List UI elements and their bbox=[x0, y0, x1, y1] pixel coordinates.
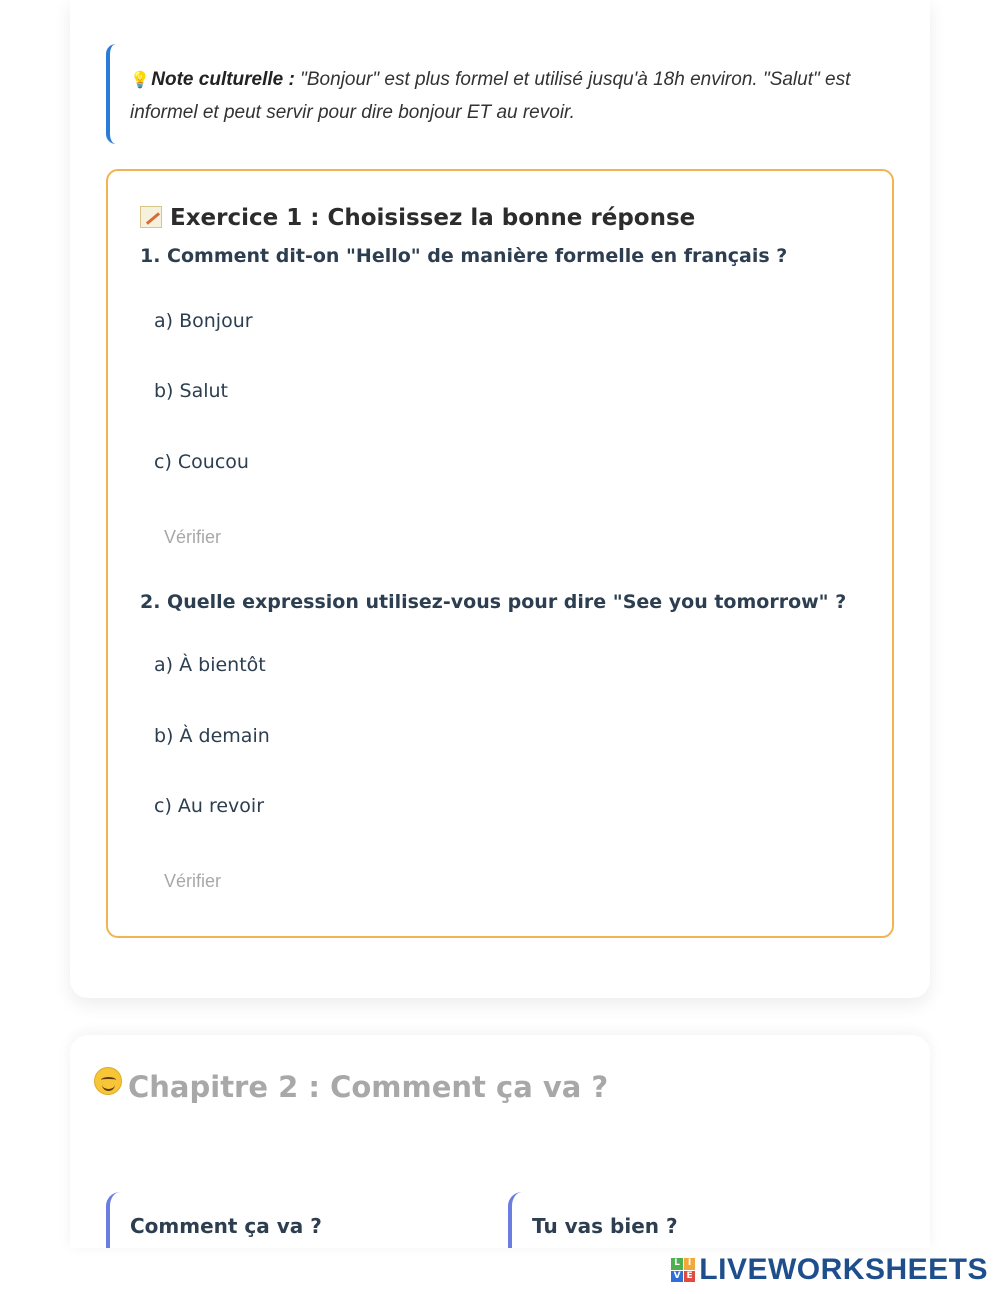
logo-letter: E bbox=[684, 1271, 696, 1283]
phrase-card-title: Comment ça va ? bbox=[130, 1214, 322, 1238]
memo-icon bbox=[140, 206, 162, 228]
phrase-card bbox=[106, 1192, 496, 1248]
option-q1-b[interactable]: b) Salut bbox=[154, 380, 228, 402]
exercise-title bbox=[140, 205, 695, 231]
verify-button-q2[interactable]: Vérifier bbox=[164, 871, 222, 891]
phrase-card bbox=[508, 1192, 898, 1248]
option-q2-c[interactable]: c) Au revoir bbox=[154, 795, 265, 817]
chapter-title bbox=[94, 1067, 608, 1104]
chapter-2-card bbox=[70, 1035, 930, 1248]
note-text: "Bonjour" est plus formel et utilisé jusqu'à 18h environ. "Salut" est informel et peut servir pour dire bonjour ET au revoir. bbox=[130, 69, 851, 123]
brand-name: LIVEWORKSHEETS bbox=[699, 1253, 988, 1286]
logo-letter: V bbox=[671, 1271, 683, 1283]
chapter-1-card bbox=[70, 0, 930, 998]
option-q2-a[interactable]: a) À bientôt bbox=[154, 654, 266, 676]
option-q1-a[interactable]: a) Bonjour bbox=[154, 310, 253, 332]
option-q1-c[interactable]: c) Coucou bbox=[154, 451, 249, 473]
liveworksheets-logo bbox=[671, 1252, 988, 1288]
lightbulb-icon: 💡 bbox=[130, 72, 150, 89]
cultural-note bbox=[106, 44, 896, 144]
question-1: 1. Comment dit-on "Hello" de manière formelle en français ? bbox=[140, 245, 788, 267]
note-label: Note culturelle : bbox=[151, 69, 295, 90]
smiley-icon bbox=[94, 1067, 122, 1095]
logo-icon bbox=[671, 1258, 695, 1282]
verify-button-q1[interactable]: Vérifier bbox=[164, 527, 222, 547]
logo-letter: I bbox=[684, 1258, 696, 1270]
exercise-title-text: Exercice 1 : Choisissez la bonne réponse bbox=[170, 205, 696, 231]
logo-letter: L bbox=[671, 1258, 683, 1270]
phrase-card-title: Tu vas bien ? bbox=[532, 1214, 678, 1238]
exercise-box bbox=[106, 169, 894, 938]
option-q2-b[interactable]: b) À demain bbox=[154, 725, 270, 747]
chapter-title-text: Chapitre 2 : Comment ça va ? bbox=[128, 1070, 609, 1104]
question-2: 2. Quelle expression utilisez-vous pour dire "See you tomorrow" ? bbox=[140, 591, 847, 613]
